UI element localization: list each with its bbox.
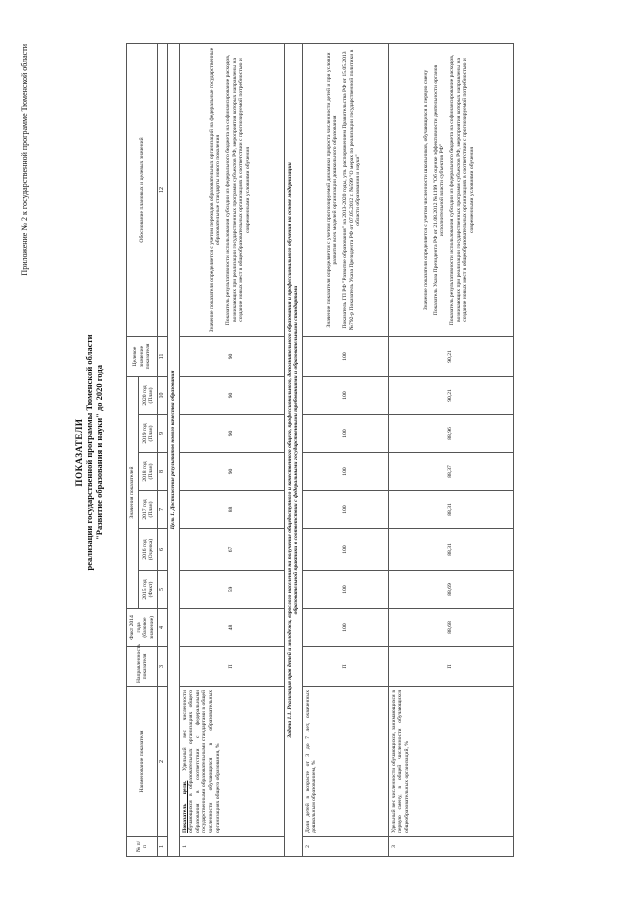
table-row bbox=[388, 44, 513, 857]
basis-cell bbox=[302, 44, 388, 337]
value-2015: 88,69 bbox=[388, 571, 513, 609]
task-line-1: Задача 1.1. Реализация прав детей и молодежи, взрослого населения на получение общедоступного и качественного общего, профессионального, дополнительного образования и профессионального обучения на основе модернизации bbox=[286, 162, 293, 738]
value-2017: 100 bbox=[302, 491, 388, 529]
document-title bbox=[74, 0, 104, 905]
direction-cell: П bbox=[179, 647, 284, 687]
col-2018-header: 2018 год (План) bbox=[139, 453, 158, 491]
col-name-header: Наименование показателя bbox=[127, 687, 158, 837]
value-2017: 88 bbox=[179, 491, 284, 529]
value-2019: 100 bbox=[302, 415, 388, 453]
col-number: 3 bbox=[158, 647, 168, 687]
col-number: 4 bbox=[158, 609, 168, 647]
value-2019: 88,96 bbox=[388, 415, 513, 453]
indicator-name bbox=[179, 687, 284, 837]
fact2014-cell: 48 bbox=[179, 609, 284, 647]
value-2016: 88,31 bbox=[388, 529, 513, 571]
col-number: 12 bbox=[158, 44, 168, 337]
value-2018: 88,37 bbox=[388, 453, 513, 491]
row-num: 3 bbox=[388, 837, 513, 857]
col-2017-header: 2017 год (План) bbox=[139, 491, 158, 529]
target-value: 90,21 bbox=[388, 337, 513, 377]
col-number: 9 bbox=[158, 415, 168, 453]
value-2020: 100 bbox=[302, 377, 388, 415]
basis-paragraph: Показатель результативности использования субсидии из федерального бюджета на софинансирование расходов, возникающих при реализации государственных программ субъектов РФ, мероприятия которых направлены на создание новых мест в общеобразовательных организациях в соответствии с прогнозируемой потребностью и современными условиями обучения bbox=[448, 54, 475, 326]
table-row bbox=[302, 44, 388, 857]
col-2015-header: 2015 год (Факт) bbox=[139, 571, 158, 609]
col-2016-header: 2016 год (Оценка) bbox=[139, 529, 158, 571]
col-2020-header: 2020 год (План) bbox=[139, 377, 158, 415]
value-2016: 67 bbox=[179, 529, 284, 571]
appendix-note: Приложение № 2 к государственной программе Тюменской области bbox=[20, 44, 29, 276]
col-num-header: № п/п bbox=[127, 837, 158, 857]
column-number-row bbox=[158, 44, 168, 857]
value-2019: 90 bbox=[179, 415, 284, 453]
value-2018: 100 bbox=[302, 453, 388, 491]
col-number: 5 bbox=[158, 571, 168, 609]
basis-paragraph: Значение показателя определяется с учетом прогнозируемой динамики прироста численности детей и при условии развития всех моделей организации дошкольного образования bbox=[325, 52, 339, 328]
title-line-1: ПОКАЗАТЕЛИ bbox=[74, 418, 84, 487]
col-fact2014-header: Факт 2014 года (базовое значение) bbox=[127, 609, 158, 647]
basis-paragraph: Значение показателя определяется с учетом численности школьников, обучающихся в первую смену bbox=[423, 69, 430, 311]
header-row-1 bbox=[127, 44, 139, 857]
indicator-prefix: Показатель цели. bbox=[181, 780, 188, 833]
col-target-header: Целевое значение показателя bbox=[127, 337, 158, 377]
values-group-header: Значения показателей bbox=[127, 377, 139, 609]
basis-paragraph: Значение показателя определяется с учетом переходов образовательных организаций на федеральные государственные образовательные стандарты нового поколения bbox=[208, 47, 222, 333]
col-basis-header: Обоснование плановых и целевых значений bbox=[127, 44, 158, 337]
value-2020: 90,21 bbox=[388, 377, 513, 415]
row-num: 1 bbox=[179, 837, 284, 857]
target-value: 100 bbox=[302, 337, 388, 377]
value-2020: 90 bbox=[179, 377, 284, 415]
row-num: 2 bbox=[302, 837, 388, 857]
indicator-name: Доля детей в возрасте от 3 до 7 лет, охваченных дошкольным образованием, % bbox=[302, 687, 388, 837]
indicator-name-text: Удельный вес численности обучающихся в образовательных организациях общего образования в соответствии с федеральными государственными образовательными стандартами в общей численности обучающихся в образовательных организациях общего образования, % bbox=[181, 690, 221, 833]
basis-paragraph: Показатель Указа Президента РФ от 21.08.2012 №1199 "Об оценке эффективности деятельности органов исполнительной власти субъектов РФ" bbox=[432, 64, 446, 316]
col-number: 2 bbox=[158, 687, 168, 837]
table-row bbox=[179, 44, 284, 857]
value-2016: 100 bbox=[302, 529, 388, 571]
col-2019-header: 2019 год (План) bbox=[139, 415, 158, 453]
col-number: 1 bbox=[158, 837, 168, 857]
value-2017: 88,31 bbox=[388, 491, 513, 529]
target-value: 90 bbox=[179, 337, 284, 377]
value-2015: 100 bbox=[302, 571, 388, 609]
indicator-name: Удельный вес численности обучающихся, занимающихся в первую смену, в общей численности обучающихся общеобразовательных организаций, % bbox=[388, 687, 513, 837]
fact2014-cell: 88,68 bbox=[388, 609, 513, 647]
task-heading bbox=[284, 44, 302, 857]
col-number: 11 bbox=[158, 337, 168, 377]
basis-cell bbox=[179, 44, 284, 337]
col-number: 10 bbox=[158, 377, 168, 415]
basis-cell bbox=[388, 44, 513, 337]
title-line-3: "Развитие образования и науки" до 2020 года bbox=[94, 365, 104, 540]
basis-paragraph: Показатель ГП РФ "Развитие образования" на 2013-2020 годы, утв. распоряжением Правительства РФ от 15.05.2013 №792-р Показатель Указа Президента РФ от 07.05.2012 г. №599 "О мерах по реализации государственной политики в области образования и науки" bbox=[341, 49, 362, 331]
goal-row bbox=[167, 44, 179, 857]
value-2015: 59 bbox=[179, 571, 284, 609]
value-2018: 90 bbox=[179, 453, 284, 491]
indicators-table bbox=[126, 43, 514, 857]
goal-heading: Цель 1. Достижение результатов нового качества образования bbox=[167, 44, 179, 857]
direction-cell: П bbox=[388, 647, 513, 687]
task-row bbox=[284, 44, 302, 857]
fact2014-cell: 100 bbox=[302, 609, 388, 647]
task-line-2: образовательной практики в соответствии с федеральными государственными требованиями и образовательными стандартами bbox=[293, 285, 300, 615]
title-line-2: реализации государственной программы Тюменской области bbox=[84, 334, 94, 571]
col-number: 8 bbox=[158, 453, 168, 491]
col-direction-header: Направленность показателя bbox=[127, 647, 158, 687]
col-number: 6 bbox=[158, 529, 168, 571]
basis-paragraph: Показатель результативности использования субсидии из федерального бюджета на софинансирование расходов, возникающих при реализации государственных программ субъектов РФ, мероприятия которых направлены на создание новых мест в общеобразовательных организациях в соответствии с прогнозируемой потребностью и современными условиями обучения bbox=[224, 54, 251, 326]
col-number: 7 bbox=[158, 491, 168, 529]
direction-cell: П bbox=[302, 647, 388, 687]
